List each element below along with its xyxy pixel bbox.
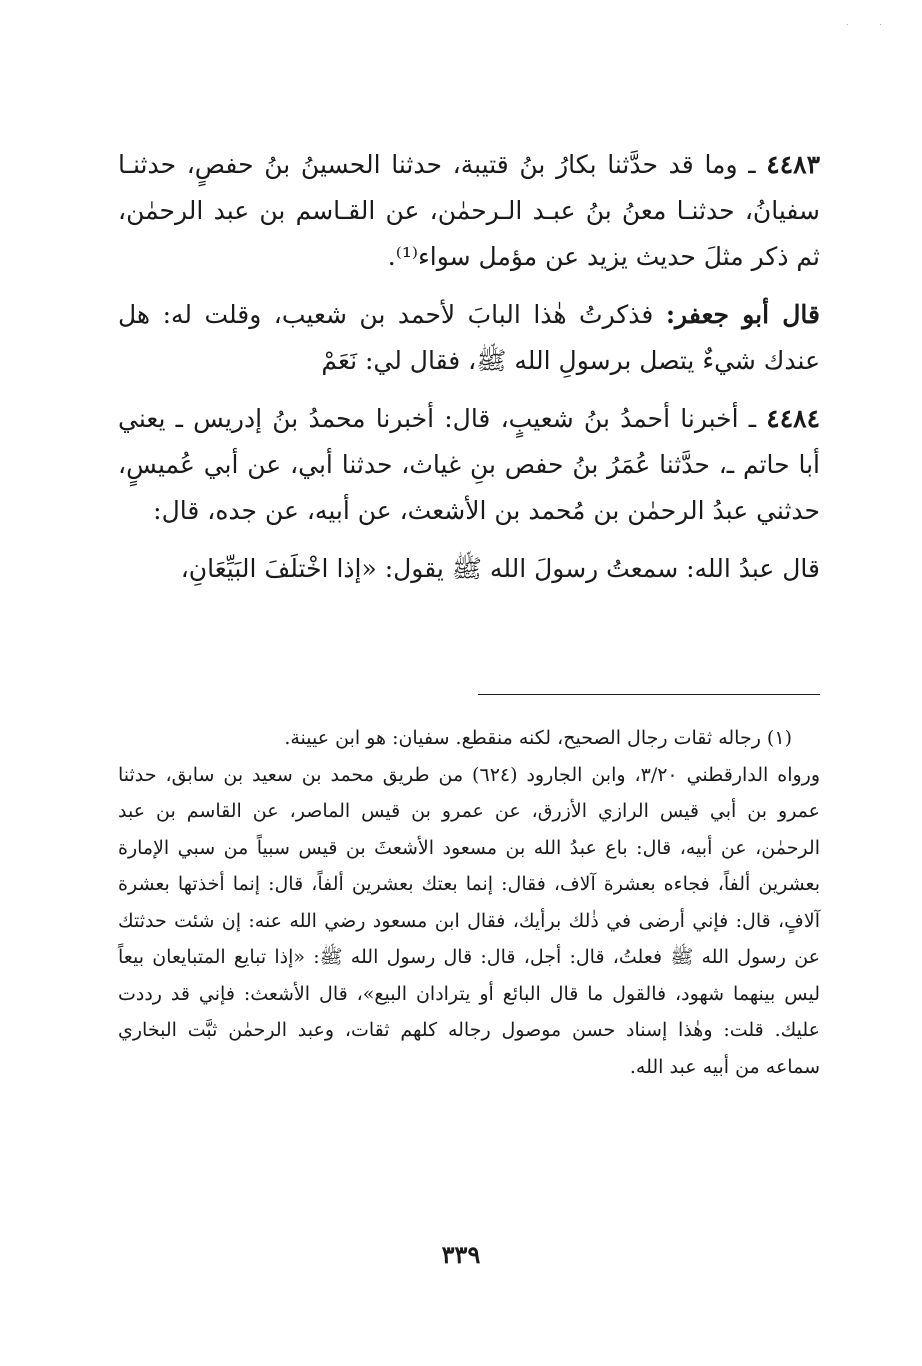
footnote-1: (١) رجاله ثقات رجال الصحيح، لكنه منقطع. سفيان: هو ابن عيينة. — [284, 727, 792, 749]
hadith-text: ـ وما قد حدَّثنا بكارُ بنُ قتيبة، حدثنا الحسينُ بنُ حفصٍ، حدثنـا سفيانُ، حدثنـا معنُ بنُ عبـد الـرحمٰن، عن القـاسم بن عبد الرحمٰن، ثم ذكر مثلَ حديث يزيد عن مؤمل سواء⁽¹⁾. — [118, 150, 820, 271]
main-text — [118, 142, 820, 600]
footnote-divider — [478, 694, 820, 695]
paragraph-text: فذكرتُ هٰذا البابَ لأحمد بن شعيب، وقلت له: هل عندك شيءٌ يتصل برسولِ الله ﷺ، فقال لي: نَعَمْ — [118, 300, 820, 375]
abu-jafar-paragraph — [118, 292, 820, 384]
abdullah-paragraph — [118, 546, 820, 592]
hadith-4484 — [118, 396, 820, 534]
paragraph-text: قال عبدُ الله: سمعتُ رسولَ الله ﷺ يقول: «إذا اخْتلَفَ البَيِّعَانِ، — [180, 554, 820, 583]
hadith-number: ٤٤٨٤ — [766, 404, 820, 433]
hadith-4483 — [118, 142, 820, 280]
footnotes — [118, 720, 820, 1085]
hadith-text: ـ أخبرنا أحمدُ بنُ شعيبٍ، قال: أخبرنا محمدُ بنُ إدريس ـ يعني أبا حاتم ـ، حدَّثنا عُمَرُ بنُ حفص بنِ غياث، حدثنا أبي، عن أبي عُميسٍ، حدثني عبدُ الرحمٰن بن مُحمد بن الأشعث، عن أبيه، عن جده، قال: — [118, 404, 820, 525]
hadith-number: ٤٤٨٣ — [766, 150, 820, 179]
footnote-body: ورواه الدارقطني ٣/٢٠، وابن الجارود (٦٢٤) من طريق محمد بن سعيد بن سابق، حدثنا عمرو بن أبي قيس الرازي الأزرق، عن عمرو بن قيس الماصر، عن القاسم بن عبد الرحمٰن، عن أبيه، قال: باع عبدُ الله بن مسعود الأشعثَ بن قيس سبياً من سبي الإمارة بعشرين ألفاً، فجاءه بعشرة آلاف، فقال: إنما بعتك بعشرين ألفاً، قال: إنما أخذتها بعشرة آلافٍ، قال: فإني أرضى في ذٰلك برأيك، فقال ابن مسعود رضي الله عنه: إن شئت حدثتك عن رسول الله ﷺ فعلتُ، قال: أجل، قال: قال رسول الله ﷺ: «إذا تبايع المتبايعان بيعاً ليس بينهما شهود، فالقول ما قال البائع أو يترادان البيع»، قال الأشعث: فإني قد رددت عليك. قلت: وهٰذا إسناد حسن موصول رجاله كلهم ثقات، وعبد الرحمٰن ثبَّت البخاري سماعه من أبيه عبد الله. — [118, 763, 821, 1078]
scan-speck: . . — [846, 18, 896, 27]
paragraph-lead: قال أبو جعفر: — [665, 300, 820, 329]
page-number: ٣٣٩ — [441, 1240, 481, 1269]
